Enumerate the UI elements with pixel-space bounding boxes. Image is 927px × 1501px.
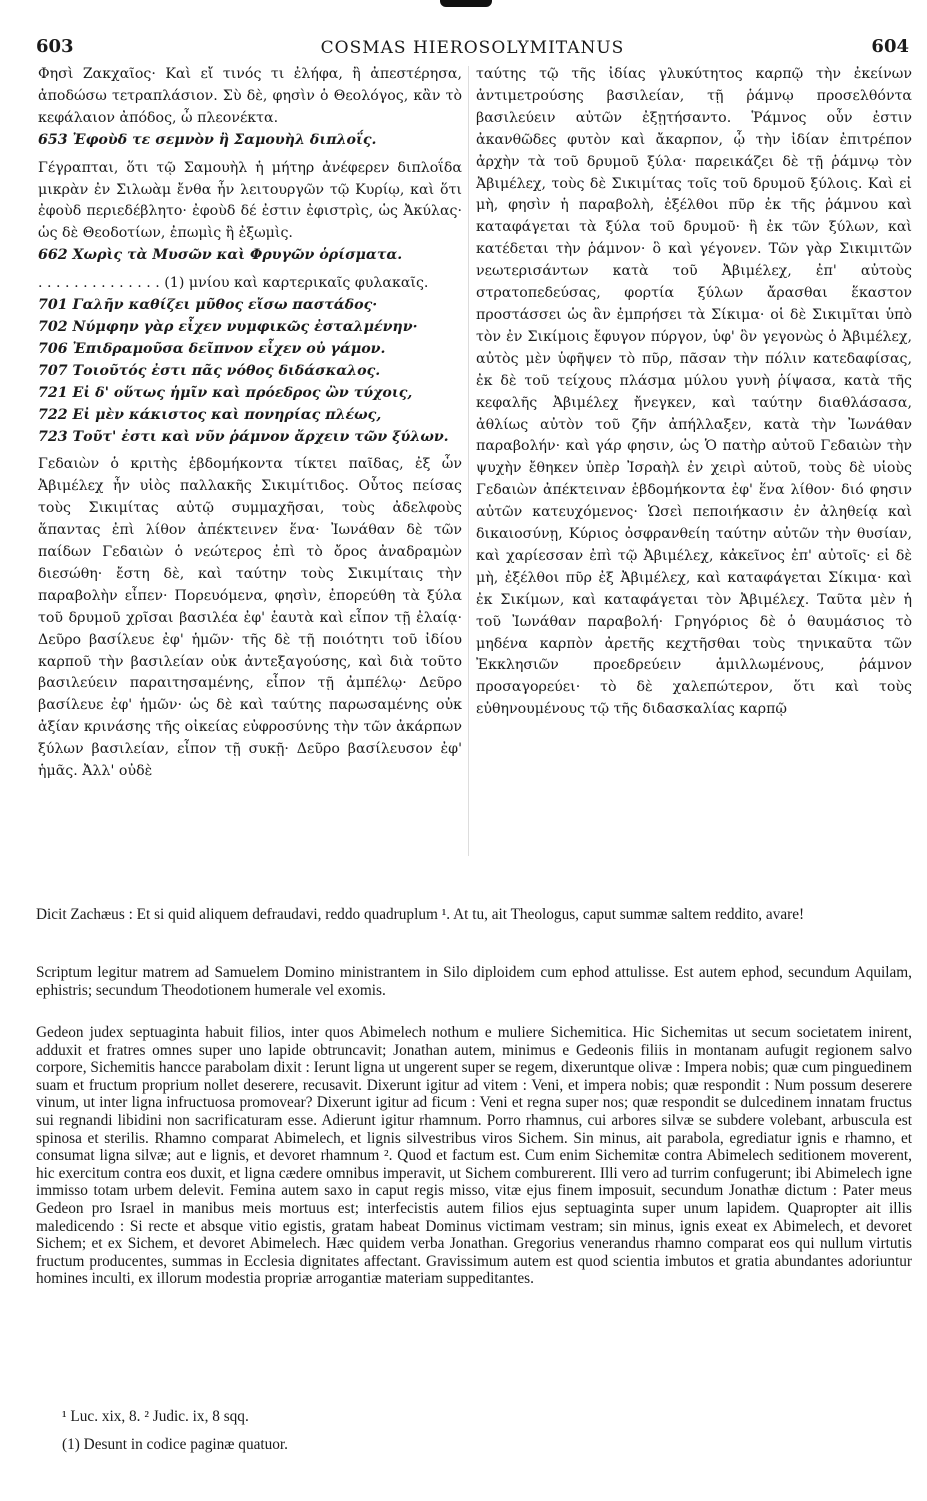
verse-line: 706 Ἐπιδραμοῦσα δεῖπνον εἶχεν οὐ γάμον. bbox=[38, 340, 386, 357]
latin-translation-3 bbox=[36, 1024, 912, 1288]
verse-line: 701 Γαλῆν καθίζει μῦθος εἴσω παστάδος· bbox=[38, 297, 378, 314]
verse-line: 722 Εἰ μὲν κάκιστος καὶ πονηρίας πλέως, bbox=[38, 406, 382, 423]
verse-line: 662 Χωρὶς τὰ Μυσῶν καὶ Φρυγῶν ὁρίσματα. bbox=[38, 247, 403, 264]
latin-translation-2 bbox=[36, 964, 912, 999]
page-number-right: 604 bbox=[871, 36, 909, 57]
greek-paragraph: ταύτης τῷ τῆς ἰδίας γλυκύτητος καρπῷ τὴν ἐκείνων ἀντιμετρούσης βασιλείαν, τῇ ῥάμνῳ προσελθόντα βασιλεύειν αὐτῶν ἐξῃτήσαντο. Ῥάμνος οὖν ἐστιν ἀκανθῶδες φυτὸν καὶ ἄκαρπον, ᾧ τὴν ἰδίαν ἐπιτρέπον ἀρχὴν τὰ τοῦ δρυμοῦ ξύλα· παρεικάζει δὲ τῇ ῥάμνῳ τὸν Ἀβιμέλεχ, τοὺς δὲ Σικιμίτας τοῖς τοῦ δρυμοῦ ξύλοις. Καὶ εἰ μὴ, φησὶν ἡ παραβολὴ, ἐξέλθοι πῦρ ἐκ τῆς ῥάμνου καὶ καταφάγεται τὰ ξύλα τοῦ δρυμοῦ· ἢ ἐκ τῶν ξύλων, καὶ κατέδεται τὴν ῥάμνον· ὃ καὶ γέγονεν. Τῶν γὰρ Σικιμιτῶν νεωτερισάντων κατὰ τοῦ Ἀβιμέλεχ, ἐπ' αὐτοὺς στρατοπεδεύσας, φορτία ξύλων ἄρασθαι ἕκαστον προστάσσει ὡς ἂν ἐμπρήσει τὰ Σίκιμα· οἱ δὲ Σικιμῖται ὑπὸ τὸν ἐν Σικίμοις ἔφυγον πύργον, ὑφ' ὃν γεγονὼς ὁ Ἀβιμέλεχ, αὐτὸς μὲν ὑφῆψεν τὸ πῦρ, πᾶσαν τὴν πόλιν κατεδαφίσας, ἐκ δὲ τοῦ τείχους πλάσμα μύλου γυνὴ ῥίψασα, κατὰ τῆς κεφαλῆς Ἀβιμέλεχ ἤνεγκεν, καὶ ταύτην διαθλάσασα, ἀθλίως αὐτὸν τοῦ ζῆν ἀπήλλαξεν, κατὰ τὴν Ἰωνάθαν παραβολήν· καὶ γάρ φησιν, ὡς Ὁ πατὴρ αὐτοῦ Γεδαιὼν τὴν ψυχὴν ἔθηκεν ὑπὲρ Ἰσραὴλ ἐν χειρὶ αὐτοῦ, τοὺς δὲ υἱοὺς Γεδαιὼν ἀπέκτειναν ἑβδομήκοντα ἐφ' ἕνα λίθον· διό φησιν αὐτῶν κατευχόμενος· Ὡσεὶ πεποιήκασιν ἐν ἀληθείᾳ καὶ δικαιοσύνῃ, Κύριος ὀσφρανθείη ταύτην αὐτῶν τὴν θυσίαν, καὶ χαρίεσσαν ἐπὶ τῷ Ἀβιμέλεχ, κἀκεῖνος ἐπ' αὐτοῖς· εἰ δὲ μὴ, ἐξέλθοι πῦρ ἐξ Ἀβιμέλεχ, καὶ καταφάγεται Σίκιμα· καὶ ἐκ Σικίμων, καὶ καταφάγεται τὸν Ἀβιμέλεχ. Ταῦτα μὲν ἡ τοῦ Ἰωνάθαν παραβολή· Γρηγόριος δὲ ὁ θαυμάσιος τὸ μηδένα καρπὸν ἀρετῆς κεχτῆσθαι τοὺς τηνικαῦτα τῶν Ἐκκλησιῶν προεδρεύειν ἁμιλλωμένους, ῥάμνον προσαγορεύει· τὸ δὲ χαλεπώτερον, ὅτι καὶ τοὺς εὐθηνουμένους τῷ τῆς διδασκαλίας καρπῷ bbox=[476, 66, 912, 718]
verse-line: 723 Τοῦτ' ἐστι καὶ νῦν ῥάμνον ἄρχειν τῶν ξύλων. bbox=[38, 428, 449, 445]
greek-paragraph: . . . . . . . . . . . . . . (1) μνίου καὶ καρτερικαῖς φυλακαῖς. bbox=[38, 275, 429, 292]
verse-line: 702 Νύμφην γὰρ εἶχεν νυμφικῶς ἐσταλμένην· bbox=[38, 318, 418, 335]
running-title: COSMAS HIEROSOLYMITANUS bbox=[320, 38, 625, 58]
page-top-mark bbox=[440, 0, 492, 7]
verse-line: 707 Τοιοῦτός ἐστι πᾶς νόθος διδάσκαλος. bbox=[38, 362, 381, 379]
latin-paragraph: Dicit Zachæus : Et si quid aliquem defraudavi, reddo quadruplum ¹. At tu, ait Theologus, caput summæ saltem reddito, avare! bbox=[36, 906, 805, 923]
footnote-references: ¹ Luc. xix, 8. ² Judic. ix, 8 sqq. bbox=[62, 1408, 249, 1425]
footnote-lacuna: (1) Desunt in codice paginæ quatuor. bbox=[62, 1436, 289, 1453]
page-number-left: 603 bbox=[36, 36, 74, 57]
latin-paragraph: Scriptum legitur matrem ad Samuelem Domino ministrantem in Silo diploidem cum ephod attulisse. Est autem ephod, secundum Aquilam, ephistris; secundum Theodotionem humerale vel exomis. bbox=[36, 964, 912, 999]
verse-line: 721 Εἰ δ' οὕτως ἡμῖν καὶ πρόεδρος ὢν τύχοις, bbox=[38, 384, 413, 401]
greek-column-right bbox=[476, 64, 912, 721]
latin-paragraph: Gedeon judex septuaginta habuit filios, inter quos Abimelech nothum e muliere Sichemitica. Hic Sichemitas ut secum societatem inirent, adduxit et fratres omnes super uno lapide obtruncavit; Jonathan autem, minimus e Gedeonis filiis in montanam aufugit regionem salvo corpore, Sichemitis hancce parabolam dixit : Ierunt ligna ut ungerent super se regem, dixeruntque olivæ : Impera nobis; quæ cum pinguedinem suam et fructum proprium nollet deserere, recusavit. Dixerunt igitur ad vitem : Veni, et impera nobis; quæ respondit : Num possum deserere vinum, ut inter ligna infructuosa promovear? Dixerunt igitur ad ficum : Veni et regna super nos; quæ respondit se dulcedinem innatam fructus sui regnandi libidini non sacrificaturam esse. Adierunt igitur rhamnum. Porro rhamnus, cui arbores silvæ se subdere volebant, arbuscula est spinosa et sterilis. Rhamno comparat Abimelech, et lignis silvestribus viros Sichem. Sin minus, ait parabola, egrediatur ignis e rhamno, et consumat ligna silvæ; aut e lignis, et devoret rhamnum ². Quod et factum est. Cum enim Sichemitæ contra Abimelech seditionem moverent, hic exercitum contra eos duxit, et ligna cædere omnibus imperavit, ut Sichem comburerent. Illi vero ad turrim confugerunt; ibi Abimelech igne immisso totam urbem delevit. Femina autem saxo in caput regis misso, vitæ ejus finem imposuit, secundum Jonathæ dictum : Pater meus Gedeon pro Israel in manibus meis mortuus est; interfecistis autem filios ejus septuaginta super unum lapidem. Quapropter ait illis maledicendo : Si recte et absque vitio egistis, gratam habeat Dominus victimam vestram; sin minus, ignis exeat ex Abimelech, et devoret Sichem; et ex Sichem, et devoret Abimelech. Hæc quidem verba Jonathan. Gregorius venerandus rhamno comparat eos qui nullum virtutis fructum producentes, summas in Ecclesia dignitates affectant. Gravissimum autem est quod scientia imbutos et gratia abundantes adoriuntur homines inculti, ex illorum modestia propriæ arrogantiæ materiam suppeditantes. bbox=[36, 1024, 912, 1288]
verse-line: 653 Ἐφοὺδ τε σεμνὸν ἢ Σαμουὴλ διπλοΐς. bbox=[38, 131, 377, 148]
greek-column-left bbox=[38, 64, 462, 783]
greek-paragraph: Γεδαιὼν ὁ κριτὴς ἑβδομήκοντα τίκτει παῖδας, ἐξ ὧν Ἀβιμέλεχ ἦν υἱὸς παλλακῆς Σικιμίτιδος. Οὗτος πείσας τοὺς Σικιμίτας αὐτῷ συμμαχῆσαι, τοὺς ἀδελφοὺς ἅπαντας ἐπὶ λίθον ἀπέκτεινεν ἕνα· Ἰωνάθαν δὲ τῶν παίδων Γεδαιὼν ὁ νεώτερος ἐπὶ τὸ ὄρος ἀναδραμὼν διεσώθη· ἔστη δὲ, καὶ ταύτην τοὺς Σικιμίταις τὴν παραβολὴν εἶπεν· Πορευόμενα, φησὶν, ἐπορεύθη τὰ ξύλα τοῦ δρυμοῦ χρῖσαι βασιλέα ἐφ' ἑαυτὰ καὶ εἶπον τῇ ἐλαίᾳ· Δεῦρο βασίλευε ἐφ' ἡμῶν· τῆς δὲ τῇ ποιότητι τοῦ ἰδίου καρποῦ τὴν βασιλείαν οὐκ ἀντεξαγούσης, καὶ διὰ τοῦτο βασιλεύειν παραιτησαμένης, εἶπον τῇ ἀμπέλῳ· Δεῦρο βασίλευε ἐφ' ἡμῶν· ὡς δὲ καὶ ταύτης παρωσαμένης οὐκ ἀξίαν κρινάσης τῆς οἰκείας εὐφροσύνης τὴν τῶν ἀκάρπων ξύλων βασιλείαν, εἶπον τῇ συκῇ· Δεῦρο βασίλευσον ἐφ' ἡμᾶς. Ἀλλ' οὐδὲ bbox=[38, 456, 462, 780]
column-divider bbox=[468, 66, 469, 856]
greek-paragraph: Γέγραπται, ὅτι τῷ Σαμουὴλ ἡ μήτηρ ἀνέφερεν διπλοΐδα μικρὰν ἐν Σιλωὰμ ἔνθα ἦν λειτουργῶν τῷ Κυρίῳ, καὶ ὅτι ἐφοὺδ περιεδέβλητο· ἐφοὺδ δέ ἐστιν ἐφιστρὶς, ὡς Ἀκύλας· ὡς δὲ Θεοδοτίων, ἐπωμὶς ἢ ἐξωμὶς. bbox=[38, 159, 462, 242]
page-header bbox=[36, 36, 909, 58]
latin-translation-1 bbox=[36, 906, 912, 924]
greek-paragraph: Φησὶ Ζακχαῖος· Καὶ εἴ τινός τι ἐλήφα, ἢ ἀπεστέρησα, ἀποδώσω τετραπλάσιον. Σὺ δὲ, φησὶν ὁ Θεολόγος, κἂν τὸ κεφάλαιον ἀπόδος, ὦ πλεονέκτα. bbox=[38, 66, 462, 126]
